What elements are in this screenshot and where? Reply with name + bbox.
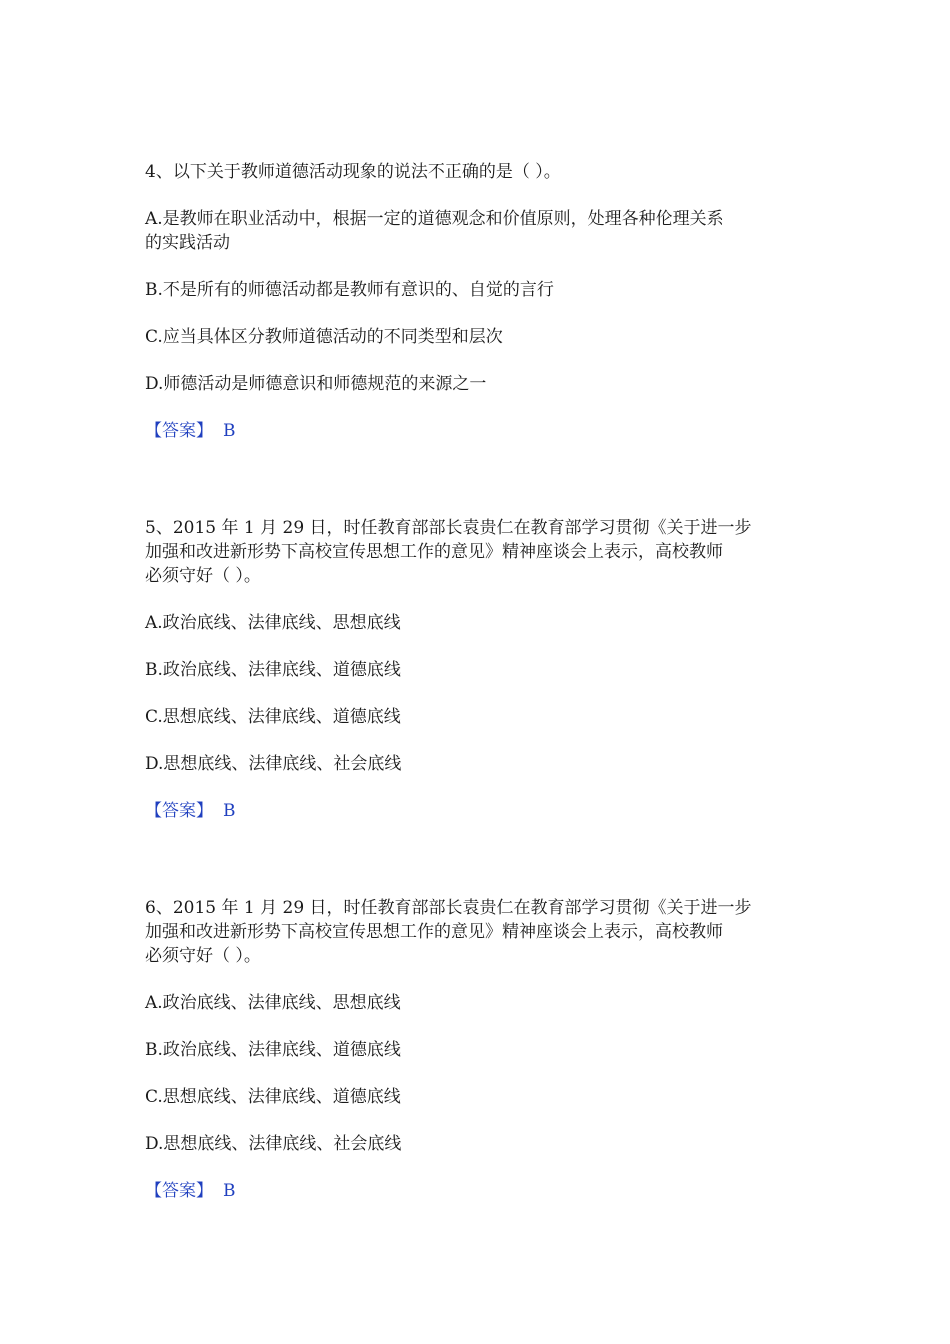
question-4: [145, 160, 810, 443]
option-a: [145, 991, 810, 1015]
option-d: [145, 752, 810, 776]
option-c: [145, 1085, 810, 1109]
option-line: B.政治底线、法律底线、道德底线: [145, 660, 401, 680]
answer: [145, 799, 810, 823]
option-a: [145, 611, 810, 635]
stem-line: 加强和改进新形势下高校宣传思想工作的意见》精神座谈会上表示，高校教师: [145, 542, 723, 562]
answer-label: 【答案】: [145, 1181, 213, 1201]
option-line: D.思想底线、法律底线、社会底线: [145, 1134, 402, 1154]
question-stem: [145, 160, 810, 184]
stem-line: 必须守好（ ）。: [145, 566, 261, 586]
option-b: [145, 658, 810, 682]
answer-value: B: [223, 421, 236, 441]
question-stem: [145, 516, 810, 588]
option-a: [145, 207, 810, 255]
option-line: D.思想底线、法律底线、社会底线: [145, 754, 402, 774]
answer-value: B: [223, 801, 236, 821]
option-b: [145, 278, 810, 302]
option-b: [145, 1038, 810, 1062]
option-line: B.政治底线、法律底线、道德底线: [145, 1040, 401, 1060]
option-line: C.思想底线、法律底线、道德底线: [145, 1087, 401, 1107]
option-line: C.思想底线、法律底线、道德底线: [145, 707, 401, 727]
answer-value: B: [223, 1181, 236, 1201]
stem-line: 加强和改进新形势下高校宣传思想工作的意见》精神座谈会上表示，高校教师: [145, 922, 723, 942]
option-line: A.是教师在职业活动中，根据一定的道德观念和价值原则，处理各种伦理关系: [145, 209, 724, 229]
stem-line: 6、2015 年 1 月 29 日，时任教育部部长袁贵仁在教育部学习贯彻《关于进一步: [145, 898, 752, 918]
stem-line: 5、2015 年 1 月 29 日，时任教育部部长袁贵仁在教育部学习贯彻《关于进一步: [145, 518, 752, 538]
option-line: C.应当具体区分教师道德活动的不同类型和层次: [145, 327, 503, 347]
option-c: [145, 325, 810, 349]
stem-line: 4、以下关于教师道德活动现象的说法不正确的是（ ）。: [145, 162, 561, 182]
option-d: [145, 372, 810, 396]
option-d: [145, 1132, 810, 1156]
option-line: D.师德活动是师德意识和师德规范的来源之一: [145, 374, 487, 394]
stem-line: 必须守好（ ）。: [145, 946, 261, 966]
question-6: [145, 896, 810, 1203]
answer-label: 【答案】: [145, 801, 213, 821]
question-5: [145, 516, 810, 823]
option-c: [145, 705, 810, 729]
answer-label: 【答案】: [145, 421, 213, 441]
option-line: B.不是所有的师德活动都是教师有意识的、自觉的言行: [145, 280, 554, 300]
option-line: 的实践活动: [145, 233, 230, 253]
question-stem: [145, 896, 810, 968]
answer: [145, 1179, 810, 1203]
option-line: A.政治底线、法律底线、思想底线: [145, 613, 401, 633]
answer: [145, 419, 810, 443]
option-line: A.政治底线、法律底线、思想底线: [145, 993, 401, 1013]
